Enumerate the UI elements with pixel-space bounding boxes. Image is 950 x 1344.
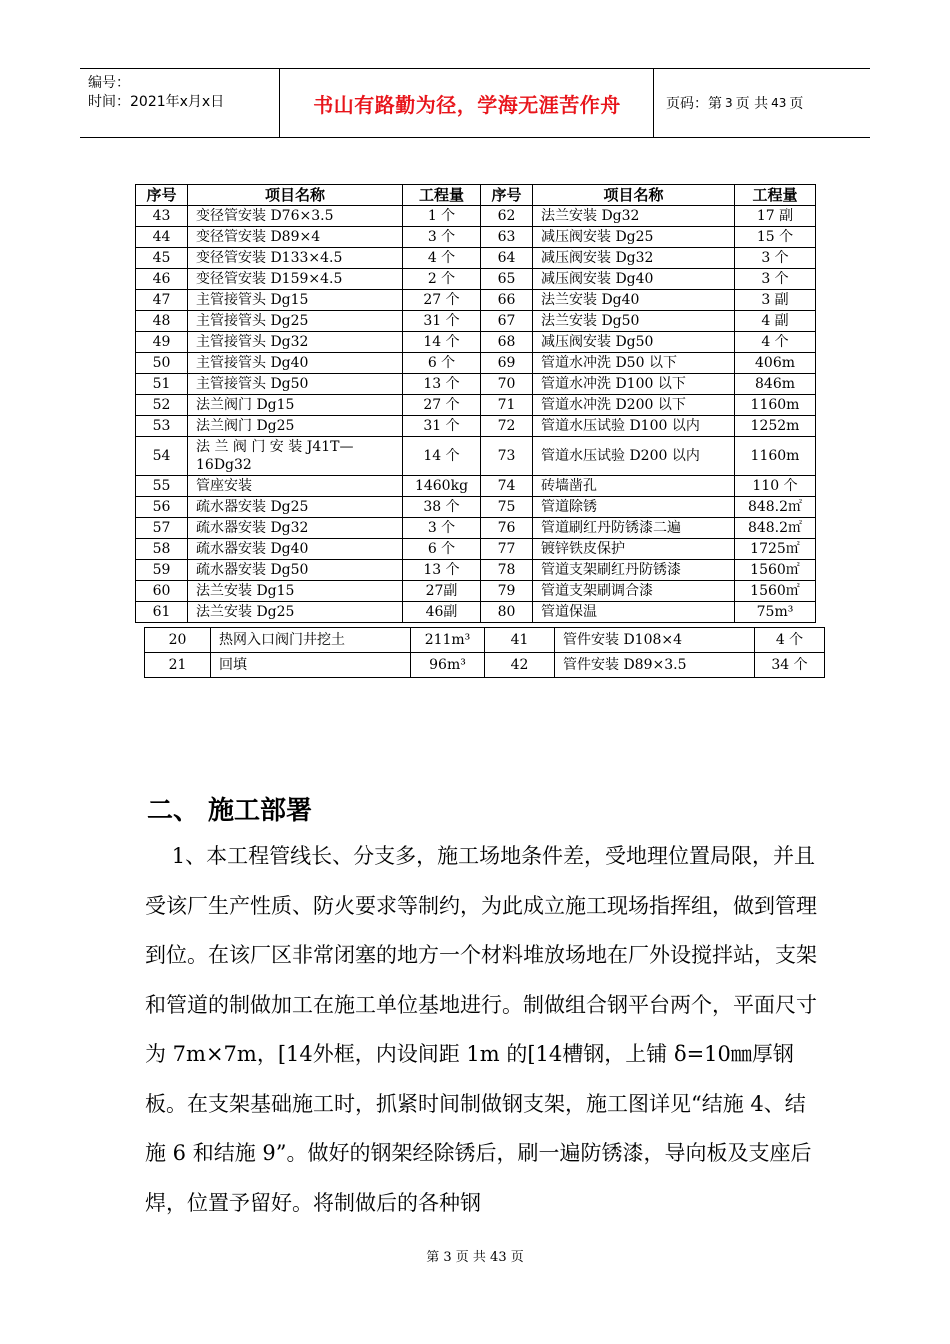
table-cell: 56 bbox=[136, 497, 188, 518]
table-cell: 49 bbox=[136, 332, 188, 353]
table-cell: 法兰安装 Dg50 bbox=[533, 311, 735, 332]
table-cell: 45 bbox=[136, 248, 188, 269]
table-cell: 变径管安装 D159×4.5 bbox=[188, 269, 403, 290]
table-cell: 65 bbox=[481, 269, 533, 290]
table-cell: 主管接管头 Dg25 bbox=[188, 311, 403, 332]
paragraph: 1、本工程管线长、分支多，施工场地条件差，受地理位置局限，并且受该厂生产性质、防火要求等制约，为此成立施工现场指挥组，做到管理到位。在该厂区非常闭塞的地方一个材料堆放场地在厂外设搅拌站，支架和管道的制做加工在施工单位基地进行。制做组合钢平台两个，平面尺寸为 7m×7m，[14外框，内设间距 1m 的[14槽钢，上铺 δ=10㎜厚钢板。在支架基础施工时，抓紧时间制做钢支架，施工图详见“结施 4、结施 6 和结施 9”。做好的钢架经除锈后，刷一遍防锈漆，导向板及支座后焊，位置予留好。将制做后的各种钢 bbox=[145, 844, 817, 1215]
table-cell: 1560㎡ bbox=[735, 560, 816, 581]
table-cell: 848.2㎡ bbox=[735, 518, 816, 539]
table-cell: 38 个 bbox=[403, 497, 481, 518]
table-cell: 20 bbox=[145, 628, 211, 653]
table-cell: 43 bbox=[136, 206, 188, 227]
time-label: 时间：2021年x月x日 bbox=[88, 94, 225, 110]
table-cell: 4 个 bbox=[403, 248, 481, 269]
table-cell: 变径管安装 D89×4 bbox=[188, 227, 403, 248]
table-cell: 64 bbox=[481, 248, 533, 269]
table-row bbox=[136, 602, 816, 623]
table-cell: 77 bbox=[481, 539, 533, 560]
table-header-cell: 工程量 bbox=[403, 185, 481, 206]
table-cell: 58 bbox=[136, 539, 188, 560]
table-row bbox=[136, 518, 816, 539]
number-label: 编号： bbox=[88, 75, 130, 91]
table-cell: 75 bbox=[481, 497, 533, 518]
table-cell: 1160m bbox=[735, 395, 816, 416]
table-cell: 法兰阀门 Dg25 bbox=[188, 416, 403, 437]
section-body bbox=[145, 832, 825, 1228]
table-cell: 管件安装 D108×4 bbox=[555, 628, 755, 653]
table-cell: 主管接管头 Dg40 bbox=[188, 353, 403, 374]
table-cell: 管道水压试验 D200 以内 bbox=[533, 437, 735, 476]
table-cell: 管道刷红丹防锈漆二遍 bbox=[533, 518, 735, 539]
table-row bbox=[136, 206, 816, 227]
table-row bbox=[136, 311, 816, 332]
table-cell: 31 个 bbox=[403, 311, 481, 332]
table-cell: 53 bbox=[136, 416, 188, 437]
table-cell: 75m³ bbox=[735, 602, 816, 623]
table-cell: 管道除锈 bbox=[533, 497, 735, 518]
table-cell: 17 副 bbox=[735, 206, 816, 227]
table-cell: 管件安装 D89×3.5 bbox=[555, 653, 755, 678]
page-header bbox=[80, 68, 870, 138]
table-row bbox=[136, 437, 816, 476]
table-cell: 法兰安装 Dg25 bbox=[188, 602, 403, 623]
table-cell: 减压阀安装 Dg40 bbox=[533, 269, 735, 290]
table-cell: 27 个 bbox=[403, 395, 481, 416]
table-header-cell: 项目名称 bbox=[533, 185, 735, 206]
table-cell: 1 个 bbox=[403, 206, 481, 227]
table-cell: 74 bbox=[481, 476, 533, 497]
table-cell: 848.2㎡ bbox=[735, 497, 816, 518]
table-cell: 96m³ bbox=[411, 653, 485, 678]
table-row bbox=[136, 416, 816, 437]
table-row bbox=[145, 653, 825, 678]
table-header-cell: 序号 bbox=[481, 185, 533, 206]
table-row bbox=[136, 374, 816, 395]
table-row bbox=[145, 628, 825, 653]
quantity-table-extra bbox=[144, 627, 825, 678]
table-cell: 管道水压试验 D100 以内 bbox=[533, 416, 735, 437]
table-cell: 2 个 bbox=[403, 269, 481, 290]
table-cell: 76 bbox=[481, 518, 533, 539]
table-cell: 55 bbox=[136, 476, 188, 497]
table-cell: 46副 bbox=[403, 602, 481, 623]
table-header-cell: 工程量 bbox=[735, 185, 816, 206]
table-cell: 69 bbox=[481, 353, 533, 374]
table-cell: 砖墙凿孔 bbox=[533, 476, 735, 497]
table-row bbox=[136, 227, 816, 248]
table-cell: 1252m bbox=[735, 416, 816, 437]
table-cell: 406m bbox=[735, 353, 816, 374]
table-cell: 变径管安装 D133×4.5 bbox=[188, 248, 403, 269]
table-cell: 主管接管头 Dg50 bbox=[188, 374, 403, 395]
table-cell: 减压阀安装 Dg50 bbox=[533, 332, 735, 353]
table-cell: 57 bbox=[136, 518, 188, 539]
table-header-cell: 序号 bbox=[136, 185, 188, 206]
table-cell: 71 bbox=[481, 395, 533, 416]
table-cell: 73 bbox=[481, 437, 533, 476]
table-cell: 1560㎡ bbox=[735, 581, 816, 602]
table-cell: 27副 bbox=[403, 581, 481, 602]
table-cell: 51 bbox=[136, 374, 188, 395]
table-cell: 主管接管头 Dg15 bbox=[188, 290, 403, 311]
table-cell: 4 个 bbox=[755, 628, 825, 653]
table-cell: 61 bbox=[136, 602, 188, 623]
table-cell: 镀锌铁皮保护 bbox=[533, 539, 735, 560]
table-row bbox=[136, 290, 816, 311]
table-cell: 3 个 bbox=[403, 518, 481, 539]
table-cell: 211m³ bbox=[411, 628, 485, 653]
table-row bbox=[136, 353, 816, 374]
table-cell: 67 bbox=[481, 311, 533, 332]
table-cell: 4 个 bbox=[735, 332, 816, 353]
table-row bbox=[136, 395, 816, 416]
table-cell: 60 bbox=[136, 581, 188, 602]
table-cell: 62 bbox=[481, 206, 533, 227]
table-cell: 41 bbox=[485, 628, 555, 653]
table-cell: 3 个 bbox=[735, 248, 816, 269]
table-cell: 54 bbox=[136, 437, 188, 476]
table-cell: 80 bbox=[481, 602, 533, 623]
table-cell: 法兰阀门 Dg15 bbox=[188, 395, 403, 416]
table-cell: 3 副 bbox=[735, 290, 816, 311]
table-cell: 管道支架刷红丹防锈漆 bbox=[533, 560, 735, 581]
table-cell: 21 bbox=[145, 653, 211, 678]
table-cell: 疏水器安装 Dg40 bbox=[188, 539, 403, 560]
table-cell: 管道水冲洗 D50 以下 bbox=[533, 353, 735, 374]
table-cell: 疏水器安装 Dg50 bbox=[188, 560, 403, 581]
table-cell: 78 bbox=[481, 560, 533, 581]
table-cell: 管道水冲洗 D200 以下 bbox=[533, 395, 735, 416]
table-cell: 52 bbox=[136, 395, 188, 416]
table-cell: 6 个 bbox=[403, 539, 481, 560]
section-title: 二、 施工部署 bbox=[147, 796, 313, 826]
table-cell: 70 bbox=[481, 374, 533, 395]
table-cell: 31 个 bbox=[403, 416, 481, 437]
table-cell: 法兰安装 Dg15 bbox=[188, 581, 403, 602]
table-cell: 42 bbox=[485, 653, 555, 678]
table-row bbox=[136, 476, 816, 497]
table-cell: 27 个 bbox=[403, 290, 481, 311]
header-page-info: 页码：第 3 页 共 43 页 bbox=[666, 96, 804, 112]
table-cell: 4 副 bbox=[735, 311, 816, 332]
table-row bbox=[136, 539, 816, 560]
table-cell: 1725㎡ bbox=[735, 539, 816, 560]
table-row bbox=[136, 332, 816, 353]
header-motto: 书山有路勤为径，学海无涯苦作舟 bbox=[281, 69, 654, 137]
table-cell: 管道支架刷调合漆 bbox=[533, 581, 735, 602]
table-cell: 48 bbox=[136, 311, 188, 332]
table-cell: 13 个 bbox=[403, 560, 481, 581]
table-cell: 15 个 bbox=[735, 227, 816, 248]
table-cell: 110 个 bbox=[735, 476, 816, 497]
table-cell: 14 个 bbox=[403, 332, 481, 353]
table-cell: 66 bbox=[481, 290, 533, 311]
table-cell: 13 个 bbox=[403, 374, 481, 395]
table-cell: 14 个 bbox=[403, 437, 481, 476]
table-cell: 72 bbox=[481, 416, 533, 437]
table-cell: 59 bbox=[136, 560, 188, 581]
table-cell: 79 bbox=[481, 581, 533, 602]
table-cell: 47 bbox=[136, 290, 188, 311]
table-cell: 1160m bbox=[735, 437, 816, 476]
header-meta bbox=[80, 69, 280, 137]
table-row bbox=[136, 581, 816, 602]
table-cell: 法 兰 阀 门 安 装 J41T—16Dg32 bbox=[188, 437, 403, 476]
table-cell: 50 bbox=[136, 353, 188, 374]
table-cell: 疏水器安装 Dg25 bbox=[188, 497, 403, 518]
table-cell: 减压阀安装 Dg32 bbox=[533, 248, 735, 269]
table-cell: 管道水冲洗 D100 以下 bbox=[533, 374, 735, 395]
table-cell: 法兰安装 Dg40 bbox=[533, 290, 735, 311]
table-cell: 1460kg bbox=[403, 476, 481, 497]
table-row bbox=[136, 269, 816, 290]
table-cell: 主管接管头 Dg32 bbox=[188, 332, 403, 353]
table-header-row bbox=[136, 185, 816, 206]
table-cell: 6 个 bbox=[403, 353, 481, 374]
table-cell: 63 bbox=[481, 227, 533, 248]
page-footer: 第 3 页 共 43 页 bbox=[426, 1250, 524, 1265]
table-header-cell: 项目名称 bbox=[188, 185, 403, 206]
table-cell: 疏水器安装 Dg32 bbox=[188, 518, 403, 539]
table-cell: 管座安装 bbox=[188, 476, 403, 497]
quantity-table bbox=[135, 184, 816, 623]
table-cell: 46 bbox=[136, 269, 188, 290]
table-cell: 44 bbox=[136, 227, 188, 248]
table-cell: 管道保温 bbox=[533, 602, 735, 623]
table-cell: 减压阀安装 Dg25 bbox=[533, 227, 735, 248]
table-cell: 68 bbox=[481, 332, 533, 353]
table-row bbox=[136, 497, 816, 518]
table-cell: 法兰安装 Dg32 bbox=[533, 206, 735, 227]
table-cell: 变径管安装 D76×3.5 bbox=[188, 206, 403, 227]
table-row bbox=[136, 560, 816, 581]
table-cell: 回填 bbox=[211, 653, 411, 678]
table-cell: 3 个 bbox=[735, 269, 816, 290]
table-cell: 3 个 bbox=[403, 227, 481, 248]
table-cell: 热网入口阀门井挖土 bbox=[211, 628, 411, 653]
table-row bbox=[136, 248, 816, 269]
table-cell: 846m bbox=[735, 374, 816, 395]
table-cell: 34 个 bbox=[755, 653, 825, 678]
